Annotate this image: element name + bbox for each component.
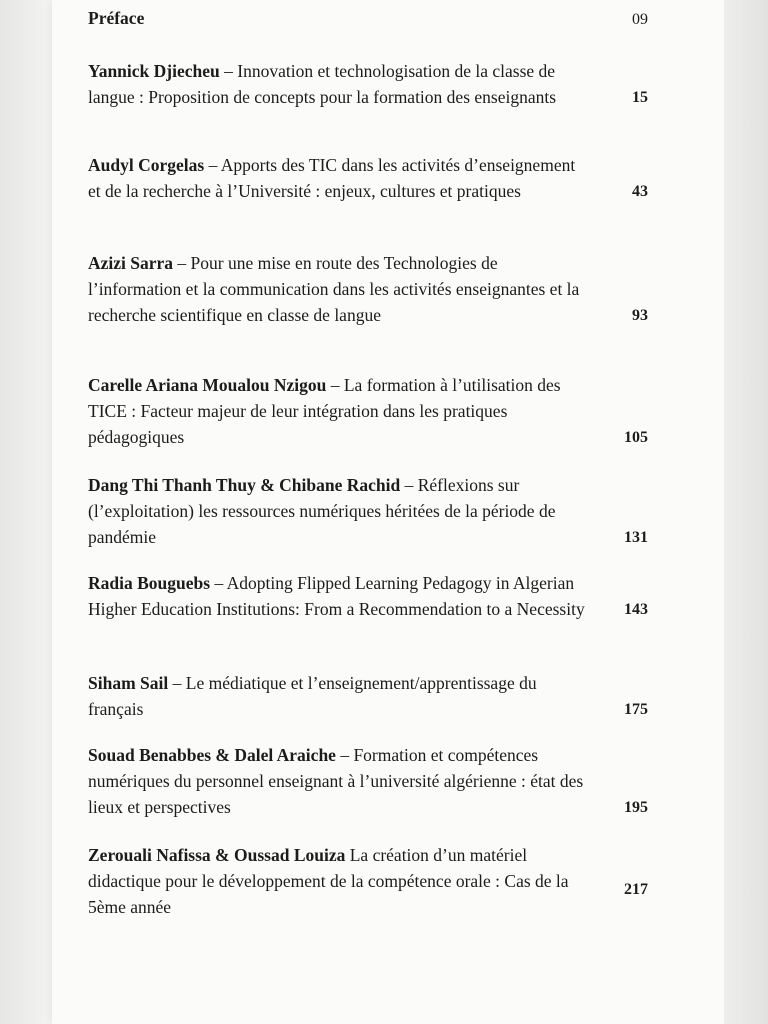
toc-entry-text <box>88 372 588 450</box>
toc-entry-text <box>88 742 588 820</box>
toc-author: Yannick Djiecheu <box>88 61 220 81</box>
toc-title: Formation et compétences numériques du personnel enseignant à l’université algérienne : état des lieux et perspectives <box>88 745 584 817</box>
toc-author: Dang Thi Thanh Thuy & Chibane Rachid <box>88 475 401 495</box>
toc-title: Réflexions sur (l’exploitation) les ressources numériques héritées de la période de pandémie <box>88 475 556 547</box>
toc-title: Apports des TIC dans les activités d’enseignement et de la recherche à l’Université : enjeux, cultures et pratiques <box>88 155 576 201</box>
toc-author: Zerouali Nafissa & Oussad Louiza <box>88 845 346 865</box>
toc-entry <box>88 152 648 204</box>
toc-page-number: 105 <box>624 429 648 446</box>
toc-separator: – <box>173 253 191 273</box>
toc-title: La formation à l’utilisation des TICE : Facteur majeur de leur intégration dans les pratiques pédagogiques <box>88 375 561 447</box>
toc-page-number: 175 <box>624 701 648 718</box>
toc-entry-text <box>88 472 588 550</box>
toc-page-number: 143 <box>624 601 648 618</box>
toc-entry-text <box>88 58 588 110</box>
toc-separator: – <box>326 375 344 395</box>
toc-separator: – <box>204 155 221 175</box>
toc-separator: – <box>219 61 238 81</box>
toc-author: Souad Benabbes & Dalel Araiche <box>88 745 336 765</box>
toc-entry <box>88 670 648 722</box>
toc-entry-text <box>88 152 588 204</box>
toc-preface <box>88 8 648 29</box>
toc-entry <box>88 742 648 820</box>
toc-author: Audyl Corgelas <box>88 155 205 175</box>
toc-entry <box>88 58 648 110</box>
page-left-margin <box>0 0 52 1024</box>
toc-author: Radia Bouguebs <box>88 573 211 593</box>
preface-page-number: 09 <box>632 11 648 28</box>
toc-entry <box>88 842 648 920</box>
toc-title: Innovation et technologisation de la classe de langue : Proposition de concepts pour la formation des enseignants <box>88 61 557 107</box>
toc-separator: – <box>168 673 186 693</box>
toc-separator: – <box>400 475 418 495</box>
toc-entry-text <box>88 842 588 920</box>
page-right-margin <box>724 0 768 1024</box>
toc-entry <box>88 472 648 550</box>
toc-page-number: 15 <box>632 89 648 106</box>
toc-page-number: 43 <box>632 183 648 200</box>
toc-entry <box>88 570 648 622</box>
toc-page-number: 195 <box>624 799 648 816</box>
toc-title: La création d’un matériel didactique pour le développement de la compétence orale : Cas de la 5ème année <box>88 845 569 917</box>
toc-entry-text <box>88 250 588 328</box>
toc-entry-text <box>88 570 588 622</box>
toc-author: Azizi Sarra <box>88 253 174 273</box>
preface-label: Préface <box>88 8 145 28</box>
toc-page-number: 131 <box>624 529 648 546</box>
toc-entry <box>88 372 648 450</box>
toc-title: Adopting Flipped Learning Pedagogy in Algerian Higher Education Institutions: From a Recommendation to a Necessity <box>88 573 585 619</box>
toc-title: Pour une mise en route des Technologies de l’information et la communication dans les activités enseignantes et la recherche scientifique en classe de langue <box>88 253 580 325</box>
toc-separator: – <box>335 745 354 765</box>
toc-author: Carelle Ariana Moualou Nzigou <box>88 375 327 395</box>
toc-page-number: 93 <box>632 307 648 324</box>
toc-title: Le médiatique et l’enseignement/apprentissage du français <box>88 673 537 719</box>
toc-entry-text <box>88 670 588 722</box>
toc-author: Siham Sail <box>88 673 169 693</box>
toc-page-number: 217 <box>624 881 648 898</box>
toc-entry <box>88 250 648 328</box>
toc-separator: – <box>210 573 227 593</box>
